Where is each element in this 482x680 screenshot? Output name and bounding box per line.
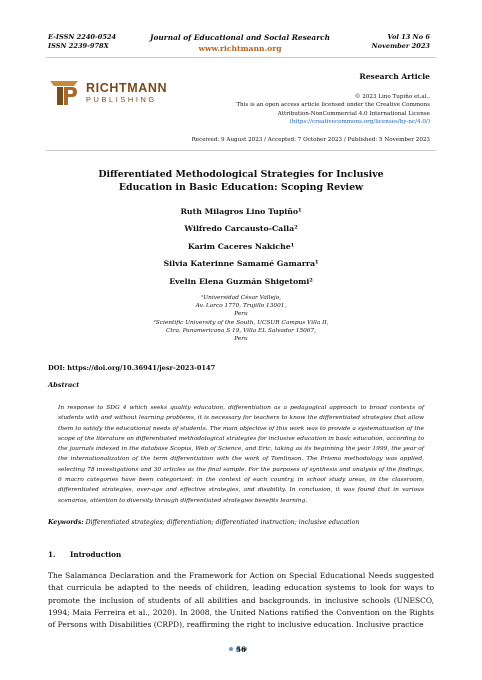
author: Karim Caceres Nakiche¹ xyxy=(187,241,295,251)
author-list xyxy=(60,203,422,290)
paper-title xyxy=(60,169,422,194)
richtmann-emblem-icon xyxy=(48,77,82,107)
author: Evelin Elena Guzmán Shigetomi² xyxy=(169,276,313,286)
author: Ruth Milagros Lino Tupiño¹ xyxy=(180,207,302,216)
author: Wilfredo Carcausto-Calla² xyxy=(184,224,298,234)
article-type: Research Article xyxy=(359,72,430,81)
copyright: © 2023 Lino Tupiño et.al.. xyxy=(354,94,430,100)
journal-url-link[interactable]: www.richtmann.org xyxy=(198,44,282,53)
logo-name: RICHTMANN xyxy=(86,81,168,95)
affiliation-line: Ctra. Panamericana S 19, Villa EL Salvador 15067, xyxy=(165,327,317,334)
body-paragraph: The Salamanca Declaration and the Framework for Action on Special Educational Needs suggested that curricula be adapted to the needs of children, leading education systems to look for ways to promote the inclusion of students of all abilities and backgrounds. in inclusive schools (UNESCO, 1994; Maia Ferreira et al., 2020). In 2008, the United Nations ratified the Convention on the Rights of Persons with Disabilities (CRPD), reaffirming the right to inclusive education. Inclusive practice xyxy=(48,571,434,630)
affiliations xyxy=(90,294,392,343)
affiliation-line: ¹Universidad César Vallejo, xyxy=(200,295,282,301)
license-block xyxy=(130,93,430,127)
license-line: This is an open access article licensed under the Creative Commons xyxy=(236,102,430,109)
affiliation-line: Av. Larco 1770, Trujillo 13001, xyxy=(195,303,287,310)
section-heading xyxy=(48,550,121,559)
dates-divider xyxy=(46,150,436,151)
license-link[interactable]: (https://creativecommons.org/licenses/by-nc/4.0/) xyxy=(289,119,430,126)
logo-subtitle: PUBLISHING xyxy=(86,95,157,104)
title-line-2: Education in Basic Education: Scoping Review xyxy=(118,181,364,193)
keywords xyxy=(48,519,438,526)
doi-link[interactable]: DOI: https://doi.org/10.36941/jesr-2023-0147 xyxy=(48,364,216,372)
issn-block xyxy=(48,33,116,51)
abstract-heading: Abstract xyxy=(48,381,80,389)
keywords-text: Differentiated strategies; differentiation; differentiated instruction; inclusive education xyxy=(85,519,360,526)
issn: ISSN 2239-978X xyxy=(48,42,109,50)
issue-date: November 2023 xyxy=(371,42,430,50)
affiliation-line: ²Scientific University of the South, UCSUR Campus Villa II, xyxy=(153,319,329,326)
author: Silvia Katerinne Samamé Gamarra¹ xyxy=(163,259,319,269)
header-divider xyxy=(46,57,436,58)
volume: Vol 13 No 6 xyxy=(387,33,430,41)
affiliation-line: Peru xyxy=(234,311,248,318)
eissn: E-ISSN 2240-0524 xyxy=(48,33,117,41)
page-number: 56 xyxy=(236,645,246,654)
license-name: Attribution-NonCommercial 4.0 International License xyxy=(277,110,430,117)
journal-name: Journal of Educational and Social Research xyxy=(150,33,330,42)
keywords-label: Keywords: xyxy=(48,519,84,526)
affiliation-line: Peru xyxy=(234,336,248,343)
section-title: Introduction xyxy=(70,550,122,559)
journal-header xyxy=(140,32,340,54)
section-number: 1. xyxy=(48,550,56,559)
publication-dates: Received: 9 August 2023 / Accepted: 7 October 2023 / Published: 5 November 2023 xyxy=(191,137,430,143)
abstract-text: In response to SDG 4 which seeks quality education, differentiation as a pedagogical approach to broad contexts of students with and without learning problems, it is necessary for teachers to know the differentiated strategies that allow them to satisfy the educational needs of students. The main objective of this work was to provide a systematization of the scope of the literature on differentiated methodological strategies for inclusive education in basic education, according to the journals indexed in the database Scopus, Web of Science, and Eric, taking as its beginning the year 1999, the year of the internationalization of the term differentiation with the work of Tomlinson. The Prisma methodology was applied, selecting 78 investigations and 30 articles as the final sample. For the purposes of synthesis and analysis of the findings, 6 macro categories have been categorized: in the context of each country, in school study areas, in the classroom, differentiated strategies, over-age and effective strategies, and disability. In conclusion, it was found that in various scenarios, attention to diversity through differentiated strategies benefits learning. xyxy=(58,405,424,504)
issue-block xyxy=(372,33,430,51)
title-line-1: Differentiated Methodological Strategies for Inclusive xyxy=(98,169,384,180)
